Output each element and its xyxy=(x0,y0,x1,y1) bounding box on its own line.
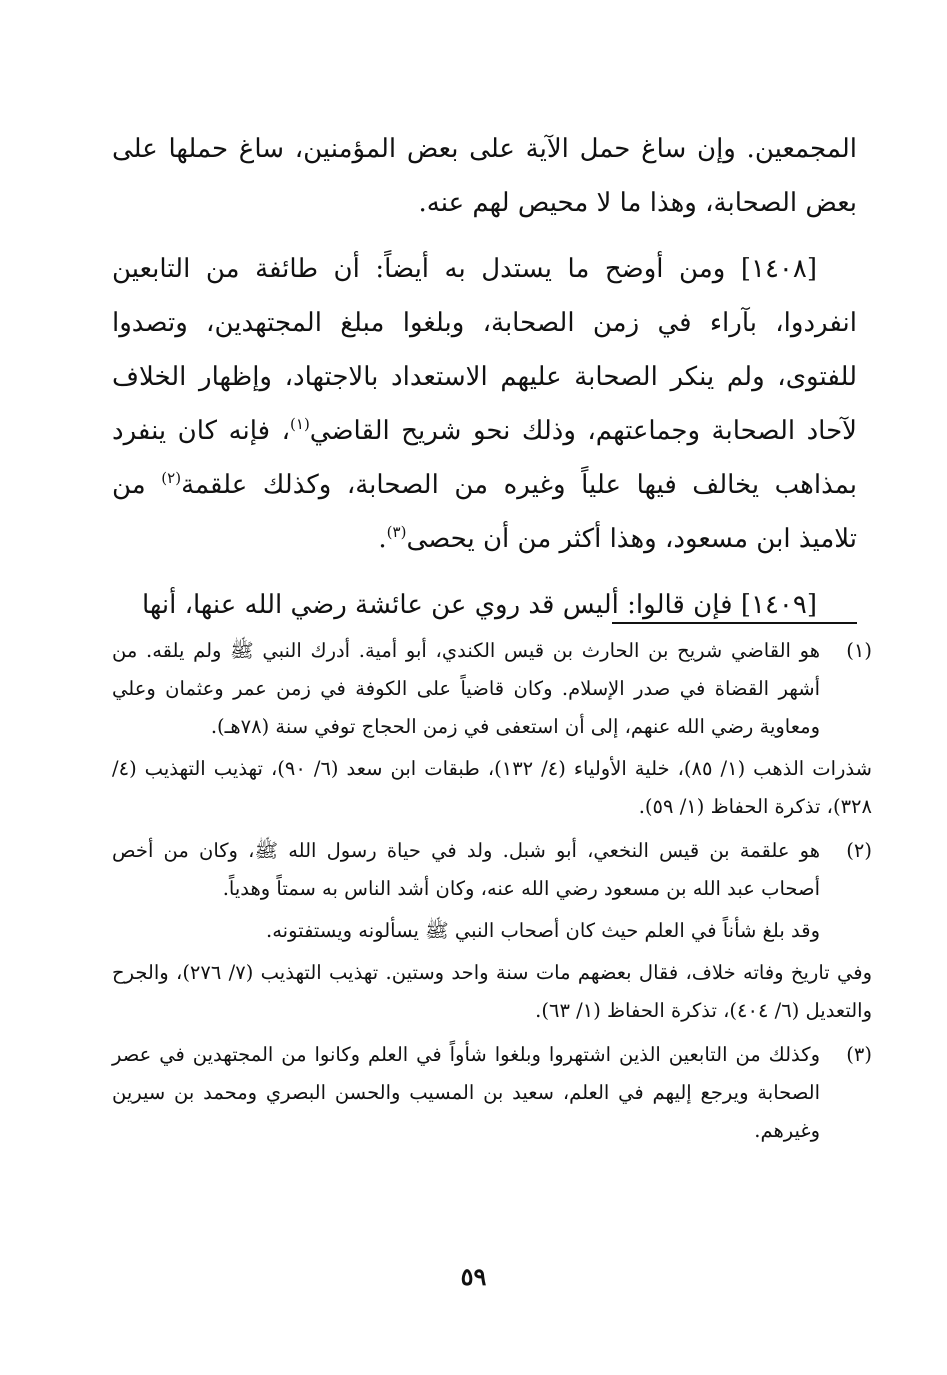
paragraph-text: ومن أوضح ما يستدل به أيضاً: أن طائفة من التابعين انفردوا، بآراء في زمن الصحابة، وبلغوا مبلغ المجتهدين، وتصدوا للفتوى، ولم ينكر الصحابة عليهم الاستعداد بالاجتهاد، وإظهار الخلاف لآحاد الصحابة وجماعتهم، وذلك نحو شريح القاضي xyxy=(112,254,858,446)
paragraph-text: فإن قالوا: أليس قد روي عن عائشة رضي الله عنها، أنها xyxy=(141,590,733,620)
main-text xyxy=(112,122,857,644)
footnote-sources: شذرات الذهب (١/ ٨٥)، خلية الأولياء (٤/ ١٣٢)، طبقات ابن سعد (٦/ ٩٠)، تهذيب التهذيب (٤/ ٣٢٨)، تذكرة الحفاظ (١/ ٥٩). xyxy=(112,757,872,818)
footnote-text: وقد بلغ شأناً في العلم حيث كان أصحاب النبي ﷺ يسألونه ويستفتونه. xyxy=(266,919,820,942)
paragraph-1408 xyxy=(112,242,857,566)
footnote-3 xyxy=(112,1036,872,1150)
footnote-ref[interactable]: (١) xyxy=(290,415,310,433)
paragraph-number: [١٤٠٩] xyxy=(740,590,817,620)
footnote-number: (١) xyxy=(846,639,872,662)
footnote-1 xyxy=(112,632,872,826)
footnote-number: (٢) xyxy=(846,839,872,862)
footnote-text: هو القاضي شريح بن الحارث بن قيس الكندي، أبو أمية. أدرك النبي ﷺ ولم يلقه. من أشهر القضاة في صدر الإسلام. وكان قاضياً على الكوفة في زمن عمر وعثمان وعلي ومعاوية رضي الله عنهم، إلى أن استعفى في زمن الحجاج توفي سنة (٧٨هـ). xyxy=(112,639,820,738)
footnote-text: وكذلك من التابعين الذين اشتهروا وبلغوا شأواً في العلم وكانوا من المجتهدين في عصر الصحابة ويرجع إليهم في العلم، سعيد بن المسيب والحسن البصري ومحمد بن سيرين وغيرهم. xyxy=(112,1043,820,1142)
footnote-text: هو علقمة بن قيس النخعي، أبو شبل. ولد في حياة رسول الله ﷺ، وكان من أخص أصحاب عبد الله بن مسعود رضي الله عنه، وكان أشد الناس به سمتاً وهدياً. xyxy=(112,839,820,900)
paragraph-continuation xyxy=(112,122,857,230)
footnote-ref[interactable]: (٢) xyxy=(161,469,182,487)
paragraph-text: من تلاميذ ابن مسعود، وهذا أكثر من أن يحصى xyxy=(112,470,857,554)
paragraph-text: . xyxy=(378,524,387,554)
footnote-ref[interactable]: (٣) xyxy=(386,523,407,541)
footnote-sources: وفي تاريخ وفاته خلاف، فقال بعضهم مات سنة واحد وستين. تهذيب التهذيب (٧/ ٢٧٦)، والجرح والتعديل (٦/ ٤٠٤)، تذكرة الحفاظ (١/ ٦٣). xyxy=(112,961,872,1022)
paragraph-text: ، فإنه كان ينفرد بمذاهب يخالف فيها علياً وغيره من الصحابة، وكذلك علقمة xyxy=(112,416,858,500)
footnote-number: (٣) xyxy=(846,1043,872,1066)
footnote-separator xyxy=(612,622,857,624)
footnote-2 xyxy=(112,832,872,1030)
paragraph-text: المجمعين. وإن ساغ حمل الآية على بعض المؤمنين، ساغ حملها على بعض الصحابة، وهذا ما لا محيص لهم عنه. xyxy=(112,134,857,218)
page-number: ٥٩ xyxy=(460,1262,487,1291)
paragraph-number: [١٤٠٨] xyxy=(740,254,817,284)
footnotes xyxy=(112,632,872,1156)
